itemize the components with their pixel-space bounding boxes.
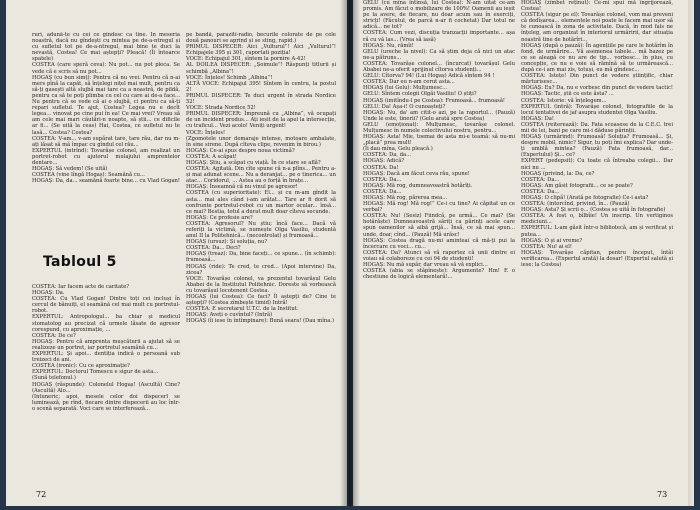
- dialogue-line: PRIMUL DISPECER: Aici „Vulturul”! Aici „Vulturul”! Echipajele 395 și 301, raportati poziția!: [186, 44, 336, 57]
- page-edge: [688, 0, 694, 506]
- page-number: 72: [36, 490, 47, 499]
- dialogue-line: HOGAȘ (treaz): Da, bine faceți... ce spune... (în schimb): frumoasă...: [186, 251, 336, 264]
- dialogue-line: COSTEA: Da...: [363, 176, 402, 183]
- dialogue-line: HOGAȘ (după o pauză): În agențiile pe care le hotărîm în fond, de urmărire... Vă asemenea tabele... mă bazez pe ce se aleagă ce nu are de tip... vorbesc... în plus, cu concepție, ce nu e voie să rămînă să te urmărească... după ce-i am mai zis, totuși, eu mă gîndesc...: [521, 42, 673, 74]
- dialogue-line: HOGAȘ: Nu mă supăr, dar vreau să vă explici...: [363, 262, 488, 269]
- dialogue-line: GELU (emoționat): Mulțumesc, tovarășe colonel. Mulțumesc în numele colectivului nostru, pentru...: [363, 121, 515, 134]
- dialogue-line: HOGAȘ: Da!: [521, 115, 554, 122]
- dialogue-line: GELU (cu mîna întinsă, lui Costea): N-am uitat ce-am promis. Am făcut o mobilizare de 100%! Oamenii au ieșit pe la avere, de fiecare, nu doar acum sau în exerciți, stricți! (Făcutul, de parcă n-ar fi cochetat) Dar totul ne adică... ne tot?: [363, 0, 515, 31]
- left-page-column-2: [186, 32, 336, 476]
- dialogue-line: HOGAȘ: Nu, rămîi!: [363, 42, 414, 49]
- dialogue-line: HOGAȘ (răspunde): Colonelul Hogaș! (Ascultă) Cine? (Ascultă) Alo...: [32, 381, 180, 394]
- dialogue-line: COSTEA (ironic): Cu ce aproximație?: [32, 363, 130, 370]
- dialogue-line: GELU: Cîtorva? 94! (Lui Hogaș) Adică sîntem 94 !: [363, 73, 495, 80]
- dialogue-line: HOGAȘ: Nu, da' am citit-o azi, pe la raportul... (Pauză) Unde le este, tinerii? (Gelu arată spre Costea): [363, 109, 515, 122]
- dialogue-line: HOGAȘ: Să vedem! (Se uită): [32, 166, 108, 173]
- dialogue-line: (Zgomotele unor demaraje intense, motoare ambalate, în sine sirene. După cîteva clipe, revenim în birou.): [186, 135, 336, 148]
- dialogue-line: HOGAȘ: Dacă am făcut ceva rău, spune!: [363, 170, 470, 177]
- dialogue-line: HOGAȘ: Adică?: [363, 158, 405, 165]
- book-gutter: [340, 0, 360, 506]
- dialogue-line: ruri, adună-te cu cei ce gîndesc ca tine. În meseria noastră, dacă nu gîndești cu mintea pe de-a-ntregul și cu sufletul tot pe de-a-ntregul, mai bine te duci la nevastă, Costea! Ce mai aștepți? Pleacă! (Îi întoarce spatele): [32, 32, 180, 63]
- left-page: [6, 0, 347, 506]
- dialogue-line: GELU: Da! Așa-i! O cunoașteți?: [363, 103, 446, 110]
- dialogue-line: COSTEA: Cu Vlad Gogan! Dintre toți cei incluși în cercul de bănuiți, el seamănă cel mai mult cu portretul-robot.: [32, 296, 180, 315]
- right-page: [353, 0, 694, 506]
- dialogue-line: COSTEA (abia se stăpînește): Argumente? Hm! E o chestiune de logică elementară!...: [363, 268, 515, 281]
- dialogue-line: HOGAȘ (ursuz): Și soluția, nu?: [186, 239, 268, 246]
- dialogue-line: COSTEA: Da!: [363, 164, 399, 171]
- dialogue-line: HOGAȘ: Da, da... seamănă foarte bine... cu Vlad Gogan!: [32, 178, 180, 185]
- dialogue-line: COSTEA: Agitată. Din cîte spune că n-a plîns... Pentru a-și mai adunat scene... Nu a deranjat... pe o tinerica... un atac... Coridorul, ... Astea au o forță în brațe...: [186, 166, 336, 185]
- dialogue-line: HOGAȘ (ride): Te cred, te cred... (Apoi intervine) Da, zicea?: [186, 263, 336, 276]
- dialogue-line: COSTEA: Da...: [521, 176, 560, 183]
- dialogue-line: HOGAȘ: Pentru că amprenta mușcăturii a ajutat să se realizeze un portret, iar portretul seamănă cu...: [32, 338, 180, 351]
- dialogue-line: VOCE: Tovarășe colonel, va prezentul tovarășul Gelu Ababei de la Institutul Politehnic. Doreste să vorbească cu tovarășul locotenent Costea.: [186, 275, 336, 294]
- dialogue-line: HOGAȘ: Aveți o cuvîntul? (Intră): [186, 312, 273, 319]
- dialogue-line: (Sună telefonul.): [32, 375, 76, 382]
- dialogue-line: COSTEA: De ce?: [32, 332, 76, 339]
- dialogue-line: HOGAȘ: O clipă! (Arată pe fotografie) Ce-i asta?: [521, 195, 649, 201]
- dialogue-line: EXPERTUL (intră): Tovarășe colonel, fotografiile de la locul tentativei de jaf asupra studentei Olga Vasiliu.: [521, 103, 673, 116]
- dialogue-line: HOGAȘ: Tactic, știi ce este ăsta? ...: [521, 91, 614, 98]
- dialogue-line: COSTEA: Da...: [363, 188, 402, 195]
- dialogue-line: HOGAȘ (lui Gelu): Mulțumesc...: [363, 85, 448, 92]
- dialogue-line: EXPERTUL: Doctorul Tomescu e sigur de asta...: [32, 369, 159, 376]
- dialogue-line: HOGAȘ (îi iese în întîmpinare): Bună seara! (Dau mîna.): [186, 318, 334, 325]
- dialogue-line: HOGAȘ: Mă rog! Mă rog!” Ce-i cu tine? Ai căpitat un ce verbal?: [363, 201, 515, 214]
- left-page-column-1-top: [32, 32, 180, 248]
- dialogue-line: HOGAȘ: Eu? Da, nu e vorbesc din punct de vedere tactic!: [521, 85, 673, 92]
- dialogue-line: COSTEA: Nu! ai el!: [521, 243, 572, 250]
- dialogue-line: COSTEA (vine lîngă Hogaș): Seamănă cu...: [32, 172, 145, 179]
- dialogue-line: HOGAȘ: Am găsit fotografii... ce se poate?: [521, 182, 633, 189]
- dialogue-line: HOGAȘ: Tovarășe căpitan, pentru început, întâi verificarea... (Expertul arată) la dosar! (Expertul salută și iese; la Costea): [521, 249, 673, 269]
- dialogue-line: HOGAȘ: Costea dragă nu-mi aminteai că mă-ți pui la încercare cu voci... cu...: [363, 237, 515, 250]
- dialogue-line: HOGAȘ (privind, la: Da, ce?: [521, 170, 595, 177]
- dialogue-line: HOGAȘ (zîmbet rețînut): Ce-mi spui mă îngrijorează, Costea!: [521, 0, 673, 13]
- dialogue-line: HOGAȘ: Da.: [32, 290, 65, 297]
- dialogue-line: ALTĂ VOCE: Echipajul 395! Sîntem în centru, la postul 2!: [186, 80, 336, 93]
- dialogue-line: VOCE: Înțeles! Schimb „Albina”!: [186, 74, 273, 81]
- dialogue-line: (Îi dau mîna, Gelu pleacă.): [363, 146, 433, 153]
- dialogue-line: EXPERTUL: Și apoi... dentiția indică o persoană sub treizeci de ani.: [32, 351, 180, 364]
- dialogue-line: COSTEA: Nu! (Sesiz) Fiindcă, pe urmă... Ce mai? (Se hotărăște) Dumneavoastră săriți ca părinți acele care spun oamenilor să aibă grijă... Însă, ce să mai spun... unde, doar, cînd... (Pauză) Mă urăsc!: [363, 213, 515, 238]
- right-page-column-2: [521, 0, 673, 480]
- dialogue-line: HOGAȘ: Mă rog, dumneavoastră hotărîți.: [363, 182, 473, 189]
- dialogue-line: PRIMUL DISPECER: Te duci urgent în strada Nordice 52!: [186, 92, 336, 106]
- dialogue-line: EXPERTUL: L-am găsit într-o bibliotecă, am și verificat și putea...: [521, 225, 673, 238]
- dialogue-line: VOCE: Înțeles!: [186, 129, 226, 136]
- dialogue-line: COSTEA: Dar eu n-am cerut asta...: [363, 79, 455, 86]
- dialogue-line: COSTEA: Da, da...: [363, 152, 412, 159]
- dialogue-line: HOGAȘ: Asta! Mie, toemai de asta mi-e teamă: să nu-mi „placă” prea mult!: [363, 134, 515, 147]
- dialogue-line: COSTEA: Da? Atunci să vă raportez că unii dintre ei voiau să colaboreze cu cei 94 de studenti!: [363, 249, 515, 262]
- dialogue-line: HOGAȘ: Asta? Și scrii o... (Costea se uită în fotografie): [521, 207, 666, 214]
- dialogue-line: HOGAȘ: Înseamnă că nu vinul pe agresor!: [186, 184, 298, 191]
- dialogue-line: HOGAȘ: Știu, a scăpat cu viață. În ce stare se află?: [186, 159, 321, 166]
- dialogue-line: COSTEA (reiterează): Da. Fata scoasese de la C.E.C. trei mii de lei, bani pe care mi-i dăduse părinții.: [521, 121, 673, 134]
- dialogue-line: COSTEA: A scăpat!: [186, 153, 237, 160]
- dialogue-line: (Intuneric; apoi, mesele celor doi dispecerl se luminează, pe rînd, fiecare dintre dispecerii au loc într-o scenă separată. Voci care se interferează...: [32, 393, 180, 412]
- dialogue-line: HOGAȘ: Mă rog, părerea mea...: [363, 195, 448, 201]
- dialogue-line: COSTEA: E secretarul U.T.C. de la Institut.: [186, 306, 299, 313]
- dialogue-line: HOGAȘ: Ce-ai spus despre noua victimă?: [186, 147, 295, 154]
- dialogue-line: GELU (ureche la nivel): Ca să știm deja că nici un atac ne-a pătruns...: [363, 48, 515, 61]
- dialogue-line: COSTEA: Istețe! Din punct de vedere științific, chiar mărturisesc...: [521, 73, 673, 86]
- dialogue-line: COSTEA: Agresorul? Nu știu; încă face... Dacă vă referiți la victimă, se numește Olga Vasiliu, studentă anul II la Politehnică... (necontrolat) și frumoasă...: [186, 220, 336, 240]
- dialogue-line: EXPERTUL (intrînd): Tovarășe colonel, am realizat un portret-robot cu ajutorul mulajului amprentelor dentare...: [32, 147, 180, 166]
- scene-heading: Tabloul 5: [43, 254, 117, 270]
- dialogue-line: HOGAȘ (imitîndu-l pe Costea): Frumoasă... frumoasă!: [363, 97, 506, 104]
- dialogue-line: COSTEA (cu superioritate): El... și cu m-am gîndit la asta... mai ales când i-am arătat... Tare ar fi dorit să confrunte portretul-robot cu un martor ocular... însă... ce mai? Bestia, totul a durat mult doar cîteva secunde.: [186, 190, 336, 215]
- dialogue-line: HOGAȘ: O și ai vreme?: [521, 237, 583, 244]
- dialogue-line: pe bandă, parazitî-radio, becurile colorate de pe cele două panouri se aprind și se sting, rapid.): [186, 32, 336, 45]
- right-page-column-1: [363, 0, 515, 480]
- page-number: 73: [657, 490, 668, 499]
- dialogue-line: PRIMUL DISPECER: Împreună cu „Albina”, vă ocupați de un incident produs... Ați ieșit de la apel la intersecție, cu traficul... Vezi acolo! Veniți urgent!: [186, 111, 336, 130]
- dialogue-line: VOCE: Echipajul 301, sîntem la pornire A-42!: [186, 56, 306, 63]
- dialogue-line: EXPERT (pedepsit): Cu toate că întreaba colegii... Dar nici nu ...: [521, 158, 673, 171]
- dialogue-line: COSTEA (sigur pe el): Tovarășe colonel, vom mai preveni că dedîșarea... elementele noi poate le facem mai ușor să te cunoască în zona de activitate. Dacă, în mod fals ne înțeleg, am organizat în interiorul urmăririi, dar situația noastră tine de hotărîri...: [521, 12, 673, 43]
- dialogue-line: HOGAȘ (lui Costea): Ce faci? Îl aștepți de? Cine te aștepți? (Costea zîmbește timid) Intră!: [186, 294, 336, 307]
- dialogue-line: VOCE: Strada Nordice 52!: [186, 105, 256, 112]
- dialogue-line: COSTEA: Istorie: vă înțelegem...: [521, 97, 607, 104]
- dialogue-line: COSTEA: A fost o, bîlbîie! Un inscrip. Un vertiginos mediciuni...: [521, 213, 673, 226]
- dialogue-line: HOGAȘ (cu bun simț): Pentru că nu vrei. Pentru că n-ai mers pînă la capăt, să înțelegi nițel mai mult, pentru ca să-ți gasești altă slujbă mai tare ca a noastră, de pildă, pentru ca să te poți plimba cu cel cu care ai de-a face... Nu pentru că se vede că ai o slujbă, ci pentru ca să-ți repari sufletul. Te ajut, Costea? Legea nu e decît legea... vinovat pe cine pui în ea! Ce mai vrei? Vreau să am cele mai mari căutări-n noapte, să știi... ce dificile ar fi... (Se uită la ceas) Hai, Costea, ce sufletul nu te lasă... Costea? Costea?: [32, 74, 180, 136]
- dialogue-line: EXPERTUL: Antropologul... ba chiar și medicul stomatolog au precizat că urmele lăsate de agresor corespund, cu aproximație, ...: [32, 314, 180, 333]
- dialogue-line: COSTEA: Tovarășe colonel... (încurcat) tovarășul Gelu Ababei ne-a oferit sprijinul cîtorva studenți...: [363, 60, 515, 74]
- dialogue-line: COSTEA: Da...: [521, 188, 560, 195]
- dialogue-line: HOGAȘ (urmărind): Frumoasă! Soluția? Frumoasă... Și, despre mobil, nimic? Sigur, tu poți îmi explica? Dar unde-ți umblă mintea? (Pauză) Fata frumoasă, dar... (Expertului) Și... ce?: [521, 134, 673, 159]
- dialogue-line: GELU: Sîntem colegii Olgăi Vasiliu! O știți?: [363, 91, 477, 98]
- dialogue-line: HOGAȘ: Ce profesie are?: [186, 214, 253, 221]
- dialogue-line: AL DOILEA DISPECER: „Șoimule”! Răspunți titlurii și schimbă „Albina”!: [186, 62, 336, 75]
- dialogue-line: COSTEA: (intorcînd, privind, în... (Pauză): [521, 201, 630, 208]
- dialogue-line: COSTEA (care speră ceva): Nu pot... nu pot pleca. Se vede că e scris să nu pot...: [32, 62, 180, 75]
- dialogue-line: COSTEA: Iar facem acte de caritate?: [32, 284, 130, 290]
- left-page-column-1-bottom: [32, 284, 180, 476]
- dialogue-line: COSTEA: V-am... v-am supărat tare, tare rău, dar nu m-ați lăsat să mă împac cu gîndul cel rău...: [32, 135, 180, 148]
- dialogue-line: COSTEA: Da... Deci?: [186, 245, 241, 252]
- dialogue-line: COSTEA: Cum vezi, discuția tranzacții importante... așa ră cu vă las... (Vrea să iasă): [363, 30, 515, 43]
